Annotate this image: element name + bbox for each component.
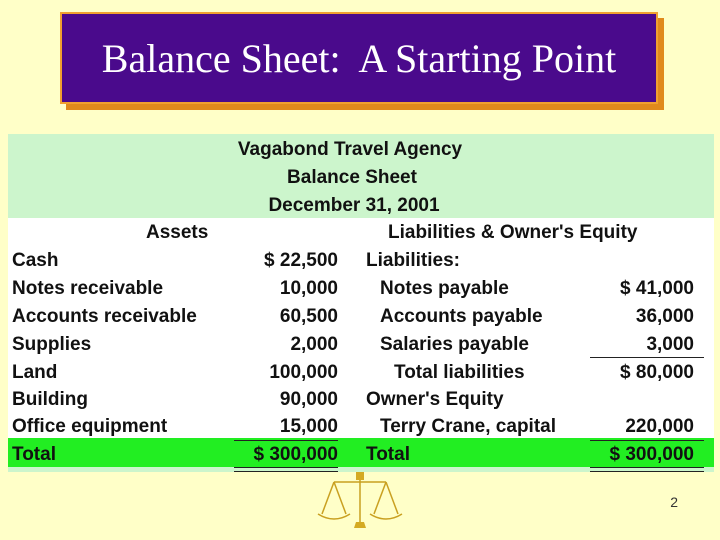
total-row-band [8, 438, 714, 467]
asset-amount: 15,000 [279, 416, 338, 437]
assets-header: Assets [146, 222, 209, 243]
asset-label: Notes receivable [12, 278, 164, 299]
liability-label: Notes payable [380, 278, 509, 299]
liability-label: Accounts payable [380, 306, 543, 327]
liability-amount: $ 41,000 [620, 278, 694, 299]
balance-sheet-body [8, 218, 714, 438]
total-liabilities-label: Total liabilities [394, 362, 525, 383]
liab-total-double-rule [590, 467, 704, 472]
asset-label: Accounts receivable [12, 306, 197, 327]
liabilities-title: Liabilities: [366, 250, 460, 271]
page-number: 2 [670, 494, 678, 510]
asset-amount: 2,000 [290, 334, 338, 355]
liabilities-equity-header: Liabilities & Owner's Equity [388, 222, 638, 243]
asset-label: Building [12, 389, 88, 410]
asset-amount: 100,000 [269, 362, 338, 383]
liability-amount: 3,000 [646, 334, 694, 355]
liab-total-amount: $ 300,000 [609, 444, 694, 465]
statement-date: December 31, 2001 [268, 195, 440, 216]
assets-subtotal-rule [234, 440, 338, 441]
liabilities-subtotal-rule [590, 357, 704, 358]
asset-label: Supplies [12, 334, 92, 355]
slide-title: Balance Sheet: A Starting Point [101, 35, 617, 81]
total-liabilities-amount: $ 80,000 [620, 362, 694, 383]
asset-amount: $ 22,500 [264, 250, 338, 271]
company-name: Vagabond Travel Agency [237, 139, 463, 160]
asset-label: Cash [12, 250, 59, 271]
title-banner [60, 12, 658, 104]
asset-amount: 60,500 [279, 306, 338, 327]
liability-label: Salaries payable [380, 334, 529, 355]
asset-amount: 10,000 [279, 278, 338, 299]
asset-label: Office equipment [12, 416, 168, 437]
equity-amount: 220,000 [625, 416, 694, 437]
liability-amount: 36,000 [635, 306, 694, 327]
scales-of-justice-icon [312, 470, 412, 532]
liab-subtotal-rule [590, 440, 704, 441]
assets-total-label: Total [12, 444, 56, 465]
equity-label: Terry Crane, capital [380, 416, 557, 437]
equity-title: Owner's Equity [366, 389, 504, 410]
asset-label: Land [12, 362, 58, 383]
liab-total-label: Total [366, 444, 410, 465]
statement-name: Balance Sheet [287, 167, 417, 188]
assets-total-amount: $ 300,000 [253, 444, 338, 465]
asset-amount: 90,000 [279, 389, 338, 410]
